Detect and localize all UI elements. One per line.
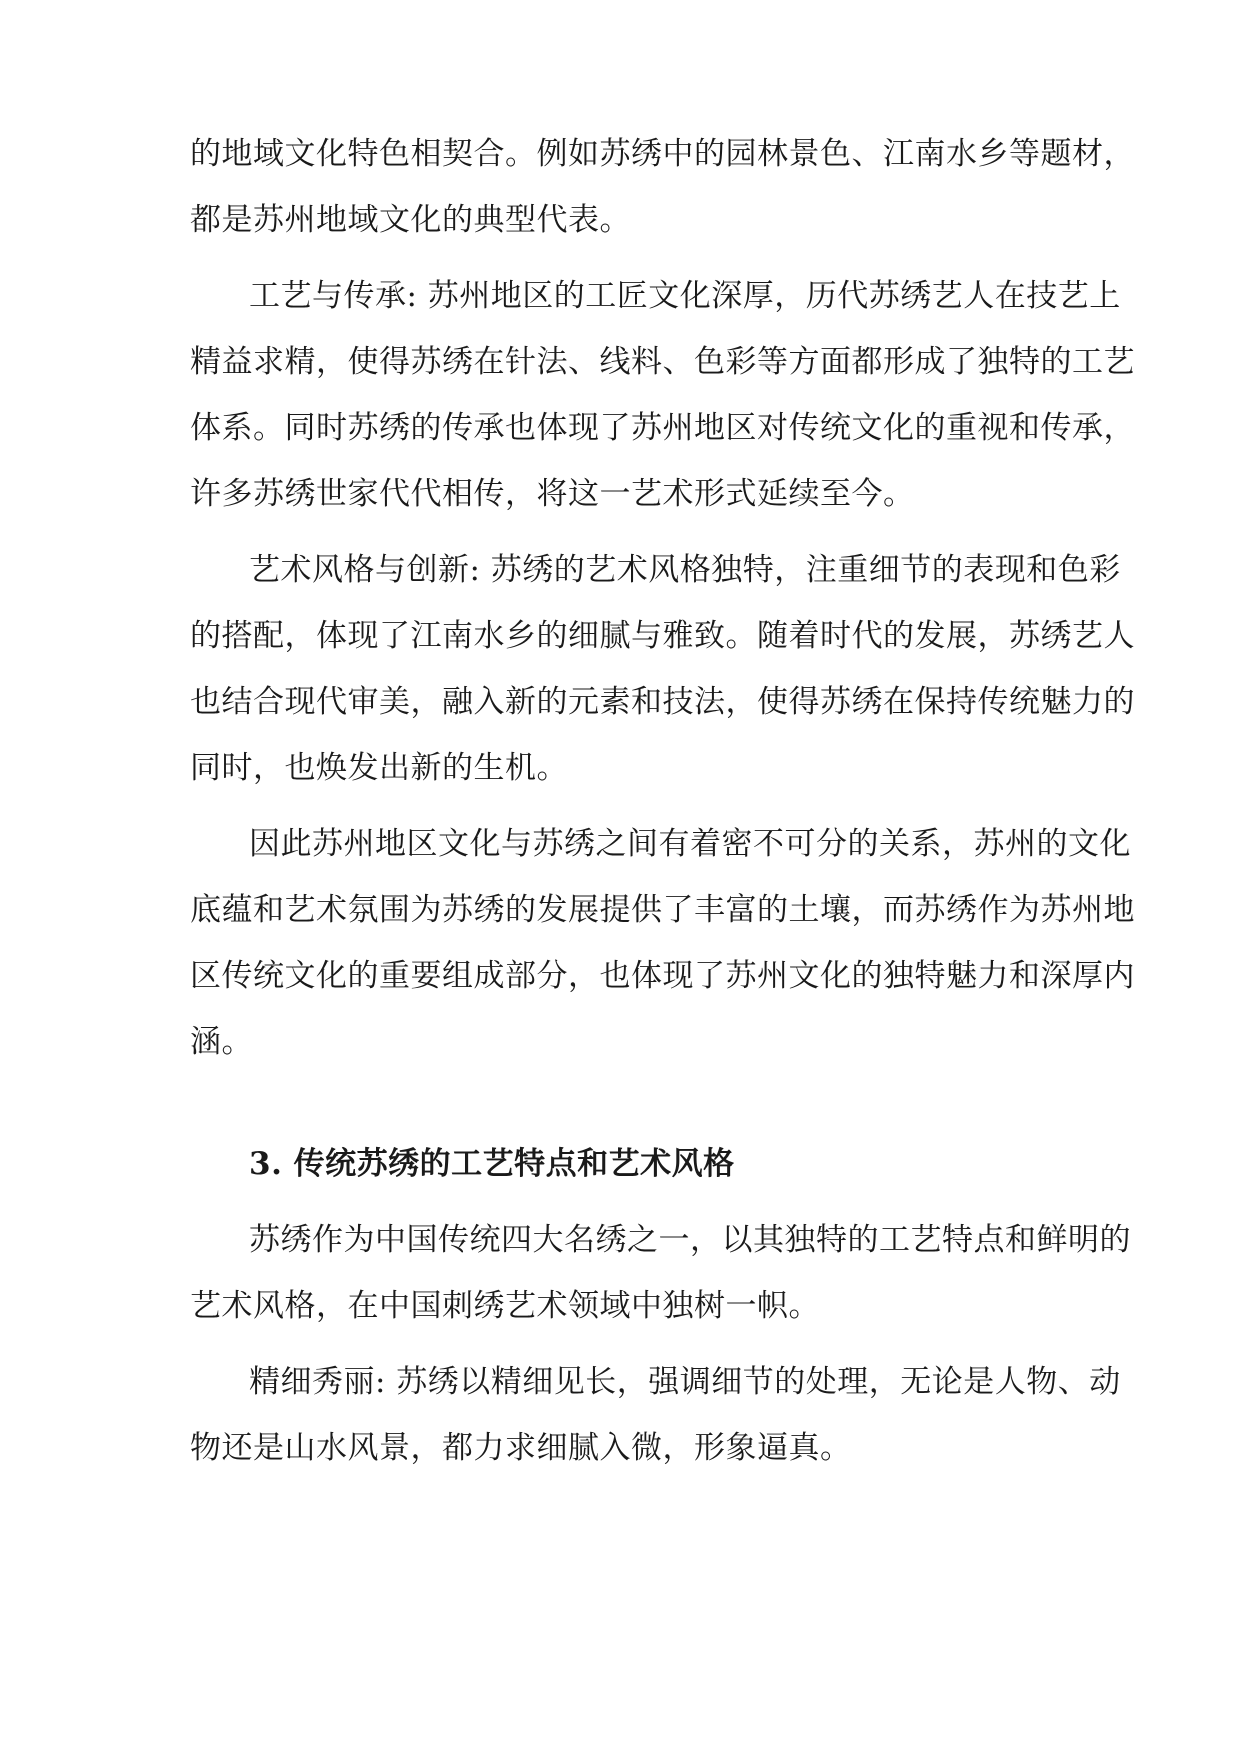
paragraph-line: 也结合现代审美，融入新的元素和技法，使得苏绣在保持传统魅力的 [190, 684, 1135, 720]
paragraph-line: 都是苏州地域文化的典型代表。 [190, 202, 631, 238]
paragraph-line: 精益求精，使得苏绣在针法、线料、色彩等方面都形成了独特的工艺 [190, 344, 1135, 380]
paragraph-line: 物还是山水风景，都力求细腻入微，形象逼真。 [190, 1430, 852, 1466]
paragraph-line: 艺术风格与创新: 苏绣的艺术风格独特，注重细节的表现和色彩 [249, 552, 1121, 588]
paragraph-line: 底蕴和艺术氛围为苏绣的发展提供了丰富的土壤，而苏绣作为苏州地 [190, 892, 1135, 928]
paragraph-line: 的地域文化特色相契合。例如苏绣中的园林景色、江南水乡等题材， [190, 136, 1135, 172]
paragraph-line: 因此苏州地区文化与苏绣之间有着密不可分的关系，苏州的文化 [249, 826, 1131, 862]
paragraph-line: 的搭配，体现了江南水乡的细腻与雅致。随着时代的发展，苏绣艺人 [190, 618, 1135, 654]
paragraph-line: 同时，也焕发出新的生机。 [190, 750, 568, 786]
paragraph-line: 艺术风格，在中国刺绣艺术领域中独树一帜。 [190, 1288, 820, 1324]
paragraph-line: 许多苏绣世家代代相传，将这一艺术形式延续至今。 [190, 476, 915, 512]
paragraph-line: 区传统文化的重要组成部分，也体现了苏州文化的独特魅力和深厚内 [190, 958, 1135, 994]
paragraph-line: 涵。 [190, 1024, 253, 1060]
section-heading: 3. 传统苏绣的工艺特点和艺术风格 [249, 1146, 735, 1182]
paragraph-line: 体系。同时苏绣的传承也体现了苏州地区对传统文化的重视和传承， [190, 410, 1135, 446]
paragraph-line: 苏绣作为中国传统四大名绣之一，以其独特的工艺特点和鲜明的 [249, 1222, 1131, 1258]
paragraph-line: 工艺与传承: 苏州地区的工匠文化深厚，历代苏绣艺人在技艺上 [249, 278, 1121, 314]
paragraph-line: 精细秀丽: 苏绣以精细见长，强调细节的处理，无论是人物、动 [249, 1364, 1121, 1400]
